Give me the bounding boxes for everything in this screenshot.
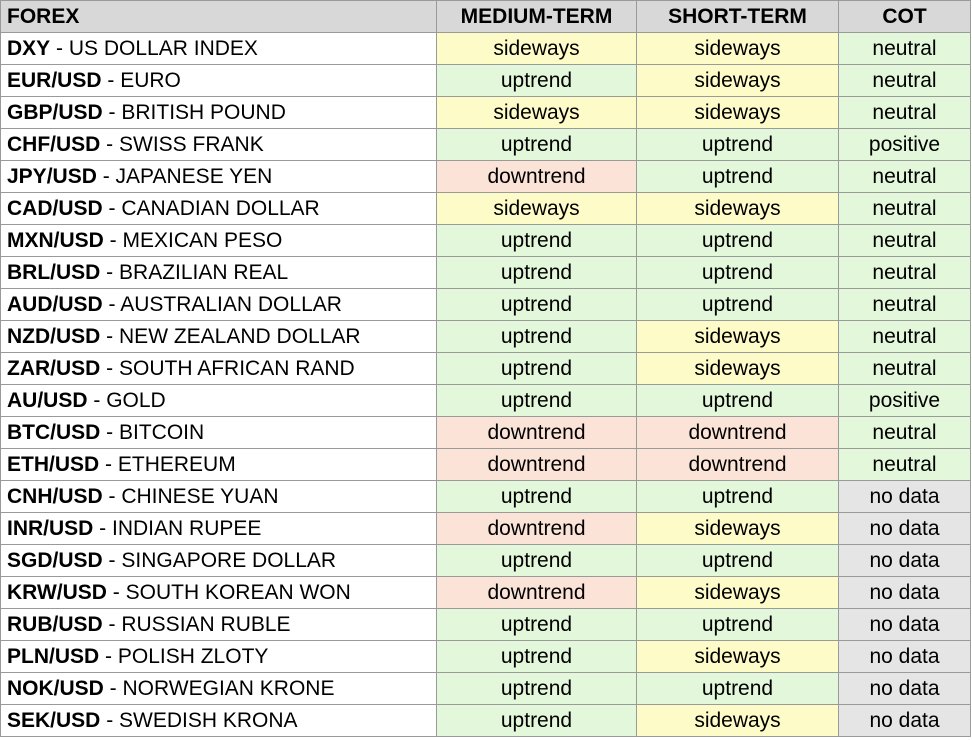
- medium-term-cell: downtrend: [437, 417, 637, 449]
- instrument-name: SOUTH KOREAN WON: [125, 581, 351, 604]
- cot-cell: neutral: [839, 65, 971, 97]
- instrument-name: US DOLLAR INDEX: [68, 37, 258, 60]
- instrument-name: CHINESE YUAN: [121, 485, 279, 508]
- table-row: [1, 193, 971, 225]
- cot-cell: no data: [839, 545, 971, 577]
- instrument-cell: [1, 289, 437, 321]
- instrument-cell: [1, 321, 437, 353]
- short-term-cell: downtrend: [637, 417, 839, 449]
- instrument-name: RUSSIAN RUBLE: [121, 613, 291, 636]
- table-row: [1, 417, 971, 449]
- medium-term-cell: uptrend: [437, 641, 637, 673]
- instrument-name: ETHEREUM: [117, 453, 236, 476]
- instrument-cell: [1, 705, 437, 737]
- instrument-cell: [1, 673, 437, 705]
- short-term-cell: uptrend: [637, 257, 839, 289]
- medium-term-cell: uptrend: [437, 609, 637, 641]
- table-row: [1, 545, 971, 577]
- cot-cell: neutral: [839, 193, 971, 225]
- instrument-ticker: JPY/USD: [7, 165, 97, 188]
- medium-term-cell: uptrend: [437, 353, 637, 385]
- instrument-ticker: KRW/USD: [7, 581, 107, 604]
- instrument-cell: [1, 417, 437, 449]
- ticker-separator: -: [106, 581, 126, 604]
- instrument-name: SOUTH AFRICAN RAND: [119, 357, 355, 380]
- instrument-ticker: BRL/USD: [7, 261, 101, 284]
- instrument-ticker: SGD/USD: [7, 549, 103, 572]
- instrument-ticker: CAD/USD: [7, 197, 103, 220]
- instrument-cell: [1, 609, 437, 641]
- ticker-separator: -: [100, 421, 120, 444]
- ticker-separator: -: [87, 389, 107, 412]
- cot-cell: no data: [839, 641, 971, 673]
- instrument-name: BRITISH POUND: [121, 101, 286, 124]
- table-row: [1, 257, 971, 289]
- ticker-separator: -: [100, 325, 120, 348]
- table-row: [1, 33, 971, 65]
- medium-term-cell: uptrend: [437, 257, 637, 289]
- table-row: [1, 449, 971, 481]
- instrument-name: SWISS FRANK: [119, 133, 264, 156]
- cot-cell: neutral: [839, 225, 971, 257]
- table-row: [1, 385, 971, 417]
- table-row: [1, 129, 971, 161]
- instrument-ticker: DXY: [7, 37, 51, 60]
- medium-term-cell: uptrend: [437, 225, 637, 257]
- table-row: [1, 321, 971, 353]
- cot-cell: neutral: [839, 449, 971, 481]
- short-term-cell: sideways: [637, 321, 839, 353]
- medium-term-cell: uptrend: [437, 289, 637, 321]
- instrument-ticker: EUR/USD: [7, 69, 102, 92]
- medium-term-cell: uptrend: [437, 673, 637, 705]
- medium-term-cell: downtrend: [437, 449, 637, 481]
- table-body: [1, 33, 971, 737]
- cot-cell: no data: [839, 513, 971, 545]
- cot-cell: neutral: [839, 353, 971, 385]
- instrument-name: AUSTRALIAN DOLLAR: [120, 293, 342, 316]
- medium-term-cell: uptrend: [437, 321, 637, 353]
- cot-cell: neutral: [839, 289, 971, 321]
- instrument-name: POLISH ZLOTY: [117, 645, 269, 668]
- cot-cell: neutral: [839, 321, 971, 353]
- instrument-cell: [1, 33, 437, 65]
- cot-cell: no data: [839, 609, 971, 641]
- instrument-name: INDIAN RUPEE: [112, 517, 262, 540]
- medium-term-cell: sideways: [437, 33, 637, 65]
- instrument-name: SWEDISH KRONA: [119, 709, 298, 732]
- ticker-separator: -: [96, 165, 116, 188]
- instrument-name: NEW ZEALAND DOLLAR: [119, 325, 361, 348]
- table-row: [1, 609, 971, 641]
- table-row: [1, 577, 971, 609]
- instrument-cell: [1, 481, 437, 513]
- ticker-separator: -: [102, 485, 122, 508]
- instrument-ticker: AUD/USD: [7, 293, 103, 316]
- cot-cell: no data: [839, 481, 971, 513]
- medium-term-cell: downtrend: [437, 577, 637, 609]
- cot-cell: no data: [839, 705, 971, 737]
- medium-term-cell: downtrend: [437, 513, 637, 545]
- short-term-cell: sideways: [637, 193, 839, 225]
- instrument-name: CANADIAN DOLLAR: [121, 197, 320, 220]
- cot-cell: positive: [839, 385, 971, 417]
- medium-term-cell: downtrend: [437, 161, 637, 193]
- table-header: [1, 1, 971, 33]
- instrument-cell: [1, 257, 437, 289]
- medium-term-cell: uptrend: [437, 129, 637, 161]
- instrument-ticker: AU/USD: [7, 389, 88, 412]
- instrument-ticker: GBP/USD: [7, 101, 103, 124]
- instrument-cell: [1, 65, 437, 97]
- short-term-cell: uptrend: [637, 481, 839, 513]
- table-row: [1, 705, 971, 737]
- short-term-cell: uptrend: [637, 161, 839, 193]
- instrument-ticker: NOK/USD: [7, 677, 104, 700]
- instrument-ticker: MXN/USD: [7, 229, 104, 252]
- medium-term-cell: uptrend: [437, 705, 637, 737]
- table-row: [1, 641, 971, 673]
- cot-cell: no data: [839, 577, 971, 609]
- instrument-ticker: ETH/USD: [7, 453, 100, 476]
- instrument-name: BITCOIN: [119, 421, 205, 444]
- instrument-cell: [1, 577, 437, 609]
- short-term-cell: sideways: [637, 65, 839, 97]
- medium-term-cell: sideways: [437, 97, 637, 129]
- cot-cell: neutral: [839, 161, 971, 193]
- ticker-separator: -: [100, 709, 120, 732]
- ticker-separator: -: [102, 293, 121, 316]
- short-term-cell: sideways: [637, 641, 839, 673]
- cot-cell: neutral: [839, 33, 971, 65]
- header-row: [1, 1, 971, 33]
- instrument-cell: [1, 449, 437, 481]
- short-term-cell: sideways: [637, 577, 839, 609]
- table-row: [1, 65, 971, 97]
- ticker-separator: -: [93, 517, 113, 540]
- short-term-cell: uptrend: [637, 289, 839, 321]
- instrument-cell: [1, 545, 437, 577]
- instrument-cell: [1, 641, 437, 673]
- cot-cell: neutral: [839, 417, 971, 449]
- cot-cell: neutral: [839, 257, 971, 289]
- short-term-cell: sideways: [637, 353, 839, 385]
- short-term-cell: downtrend: [637, 449, 839, 481]
- header-forex: FOREX: [1, 1, 437, 33]
- instrument-name: GOLD: [106, 389, 166, 412]
- table-row: [1, 673, 971, 705]
- cot-cell: no data: [839, 673, 971, 705]
- medium-term-cell: uptrend: [437, 545, 637, 577]
- table-row: [1, 161, 971, 193]
- instrument-cell: [1, 353, 437, 385]
- instrument-ticker: SEK/USD: [7, 709, 101, 732]
- cot-cell: positive: [839, 129, 971, 161]
- ticker-separator: -: [100, 261, 120, 284]
- cot-cell: neutral: [839, 97, 971, 129]
- ticker-separator: -: [100, 133, 120, 156]
- instrument-cell: [1, 193, 437, 225]
- instrument-ticker: INR/USD: [7, 517, 94, 540]
- instrument-ticker: CNH/USD: [7, 485, 103, 508]
- ticker-separator: -: [102, 549, 122, 572]
- instrument-cell: [1, 385, 437, 417]
- header-short-term: SHORT-TERM: [637, 1, 839, 33]
- medium-term-cell: sideways: [437, 193, 637, 225]
- table-row: [1, 225, 971, 257]
- instrument-name: SINGAPORE DOLLAR: [121, 549, 337, 572]
- medium-term-cell: uptrend: [437, 481, 637, 513]
- instrument-cell: [1, 225, 437, 257]
- header-cot: COT: [839, 1, 971, 33]
- table-row: [1, 289, 971, 321]
- instrument-name: JAPANESE YEN: [115, 165, 273, 188]
- short-term-cell: sideways: [637, 97, 839, 129]
- ticker-separator: -: [100, 357, 120, 380]
- instrument-ticker: PLN/USD: [7, 645, 100, 668]
- instrument-name: BRAZILIAN REAL: [119, 261, 289, 284]
- table-row: [1, 353, 971, 385]
- medium-term-cell: uptrend: [437, 65, 637, 97]
- short-term-cell: sideways: [637, 705, 839, 737]
- instrument-ticker: RUB/USD: [7, 613, 103, 636]
- header-medium-term: MEDIUM-TERM: [437, 1, 637, 33]
- short-term-cell: uptrend: [637, 545, 839, 577]
- ticker-separator: -: [99, 645, 118, 668]
- short-term-cell: uptrend: [637, 129, 839, 161]
- instrument-ticker: ZAR/USD: [7, 357, 101, 380]
- ticker-separator: -: [102, 101, 122, 124]
- instrument-name: EURO: [120, 69, 181, 92]
- instrument-name: MEXICAN PESO: [122, 229, 283, 252]
- ticker-separator: -: [99, 453, 118, 476]
- short-term-cell: sideways: [637, 513, 839, 545]
- table-row: [1, 481, 971, 513]
- short-term-cell: sideways: [637, 33, 839, 65]
- table-row: [1, 513, 971, 545]
- ticker-separator: -: [102, 197, 122, 220]
- ticker-separator: -: [103, 677, 123, 700]
- ticker-separator: -: [103, 229, 123, 252]
- instrument-ticker: NZD/USD: [7, 325, 101, 348]
- medium-term-cell: uptrend: [437, 385, 637, 417]
- short-term-cell: uptrend: [637, 673, 839, 705]
- short-term-cell: uptrend: [637, 225, 839, 257]
- instrument-ticker: BTC/USD: [7, 421, 101, 444]
- instrument-cell: [1, 161, 437, 193]
- table-row: [1, 97, 971, 129]
- short-term-cell: uptrend: [637, 609, 839, 641]
- ticker-separator: -: [102, 613, 122, 636]
- ticker-separator: -: [50, 37, 69, 60]
- instrument-cell: [1, 97, 437, 129]
- ticker-separator: -: [101, 69, 121, 92]
- short-term-cell: uptrend: [637, 385, 839, 417]
- instrument-name: NORWEGIAN KRONE: [122, 677, 335, 700]
- instrument-cell: [1, 129, 437, 161]
- instrument-cell: [1, 513, 437, 545]
- instrument-ticker: CHF/USD: [7, 133, 101, 156]
